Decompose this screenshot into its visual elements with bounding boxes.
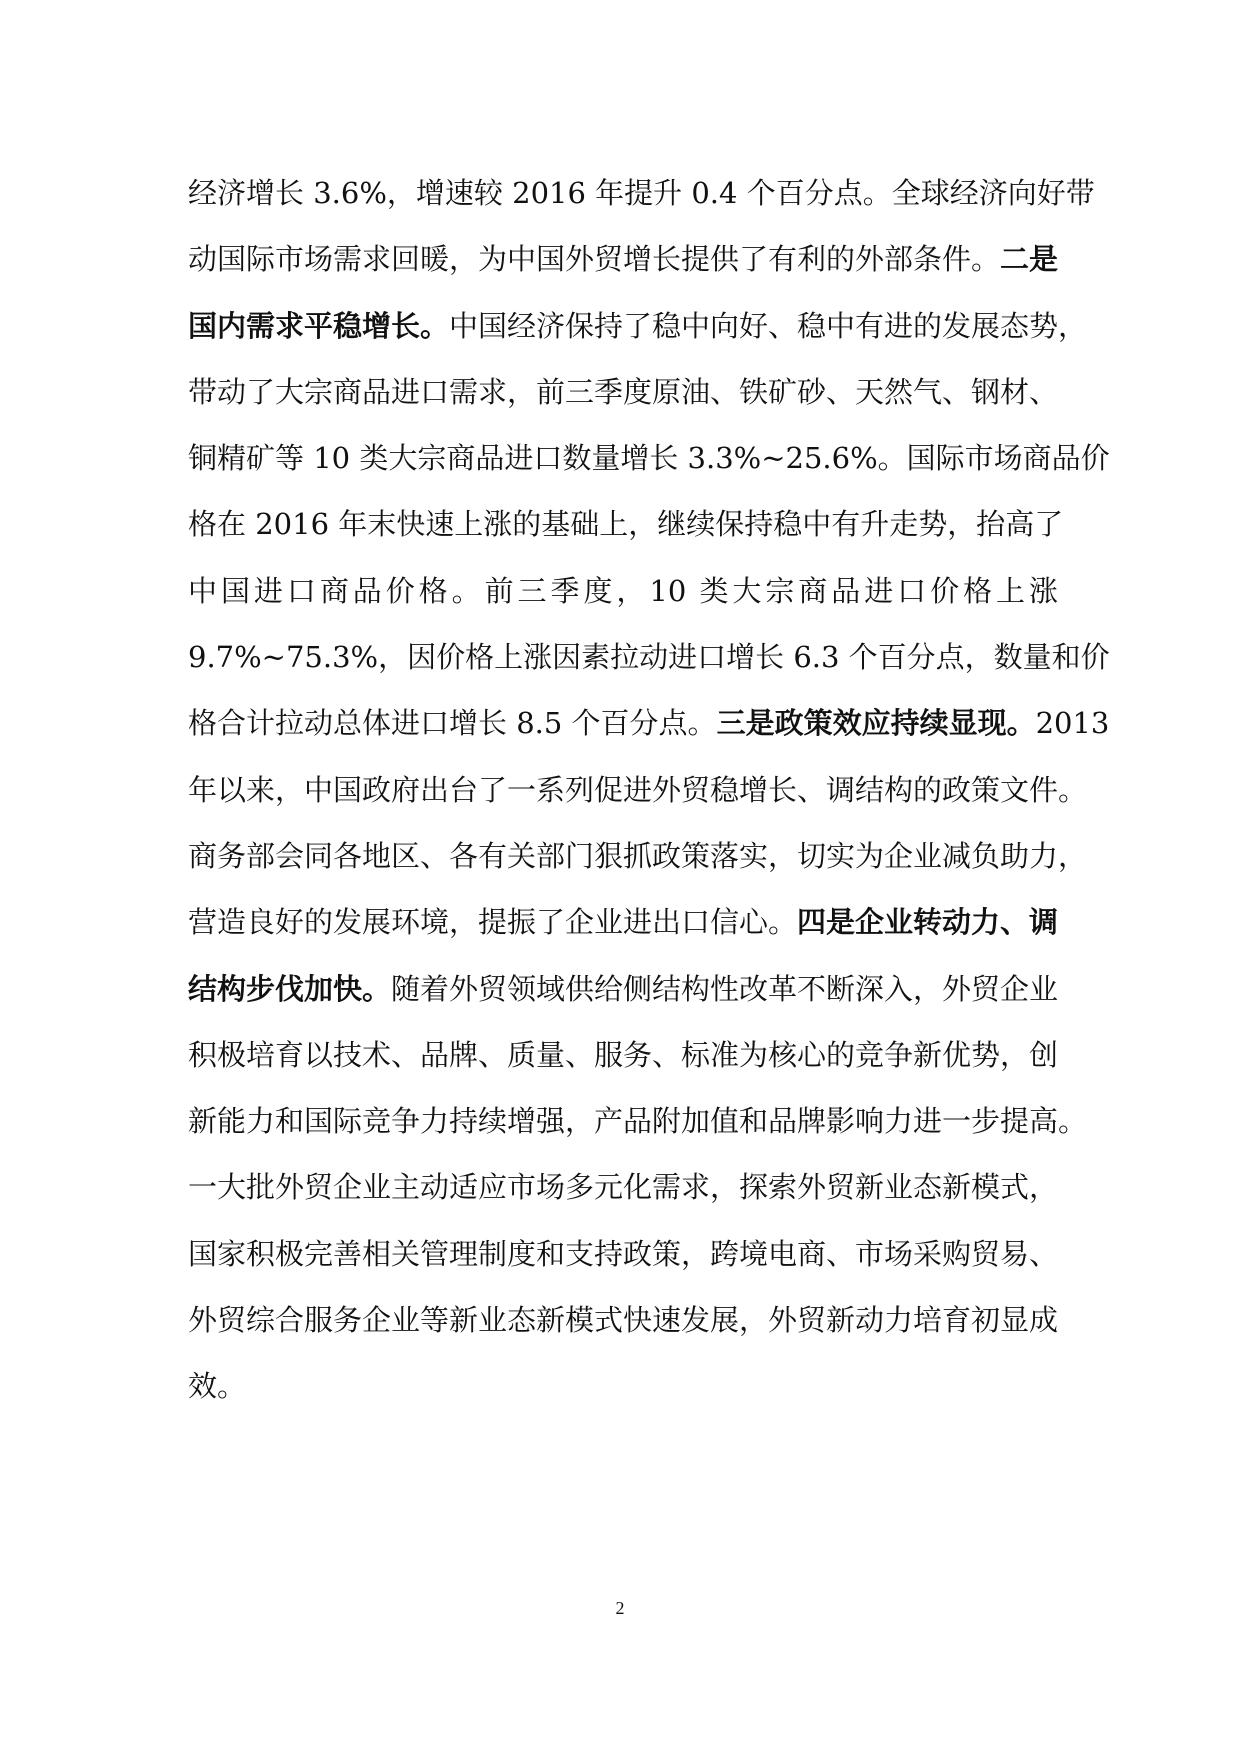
text-segment: 随着外贸领域供给侧结构性改革不断深入，外贸企业 xyxy=(391,971,1059,1006)
text-segment: 动国际市场需求回暖，为中国外贸增长提供了有利的外部条件。 xyxy=(188,242,1001,277)
text-line xyxy=(188,1022,1058,1088)
text-line xyxy=(188,889,1058,955)
text-segment: 新能力和国际竞争力持续增强，产品附加值和品牌影响力进一步提高。 xyxy=(188,1104,1088,1139)
text-line xyxy=(188,226,1058,292)
text-segment: 格合计拉动总体进口增长 8.5 个百分点。 xyxy=(188,706,717,741)
body-paragraph xyxy=(188,160,1110,1420)
text-segment: 中国经济保持了稳中向好、稳中有进的发展态势， xyxy=(449,308,1088,343)
bold-heading-segment: 结构步伐加快。 xyxy=(188,971,392,1006)
text-segment: 积极培育以技术、品牌、质量、服务、标准为核心的竞争新优势，创 xyxy=(188,1037,1059,1072)
text-segment: 一大批外贸企业主动适应市场多元化需求，探索外贸新业态新模式， xyxy=(188,1170,1059,1205)
text-line xyxy=(188,690,1110,756)
page-number: 2 xyxy=(615,1598,625,1618)
text-line xyxy=(188,956,1058,1022)
text-segment: 带动了大宗商品进口需求，前三季度原油、铁矿砂、天然气、钢材、 xyxy=(188,374,1059,409)
text-line xyxy=(188,359,1058,425)
text-line xyxy=(188,1353,1058,1419)
text-line xyxy=(188,1221,1058,1287)
text-segment: 营造良好的发展环境，提振了企业进出口信心。 xyxy=(188,905,798,940)
text-segment: 经济增长 3.6%，增速较 2016 年提升 0.4 个百分点。全球经济向好带 xyxy=(188,176,1095,210)
text-segment: 外贸综合服务企业等新业态新模式快速发展，外贸新动力培育初显成 xyxy=(188,1303,1059,1338)
bold-heading-segment: 四是企业转动力、调 xyxy=(797,905,1059,940)
text-line xyxy=(188,823,1088,889)
text-line xyxy=(188,1088,1088,1154)
text-line xyxy=(188,425,1110,491)
text-line xyxy=(188,558,1058,624)
text-segment: 中国进口商品价格。前三季度，10 类大宗商品进口价格上涨 xyxy=(188,573,1058,608)
text-segment: 年以来，中国政府出台了一系列促进外贸稳增长、调结构的政策文件。 xyxy=(188,772,1088,807)
text-line xyxy=(188,160,1095,226)
text-segment: 9.7%~75.3%，因价格上涨因素拉动进口增长 6.3 个百分点，数量和价 xyxy=(188,640,1110,675)
text-line xyxy=(188,1154,1058,1220)
text-segment: 2013 xyxy=(1035,706,1110,741)
text-line xyxy=(188,1287,1058,1353)
bold-heading-segment: 二是 xyxy=(1000,242,1059,277)
text-segment: 铜精矿等 10 类大宗商品进口数量增长 3.3%~25.6%。国际市场商品价 xyxy=(188,441,1110,476)
text-segment: 格在 2016 年末快速上涨的基础上，继续保持稳中有升走势，抬高了 xyxy=(188,507,1064,542)
text-segment: 效。 xyxy=(188,1369,247,1404)
bold-heading-segment: 国内需求平稳增长。 xyxy=(188,308,450,343)
text-segment: 商务部会同各地区、各有关部门狠抓政策落实，切实为企业减负助力， xyxy=(188,838,1088,873)
text-line xyxy=(188,624,1110,690)
text-line xyxy=(188,757,1088,823)
text-segment: 国家积极完善相关管理制度和支持政策，跨境电商、市场采购贸易、 xyxy=(188,1236,1059,1271)
text-line xyxy=(188,491,1064,557)
text-line xyxy=(188,293,1088,359)
bold-heading-segment: 三是政策效应持续显现。 xyxy=(716,706,1036,741)
